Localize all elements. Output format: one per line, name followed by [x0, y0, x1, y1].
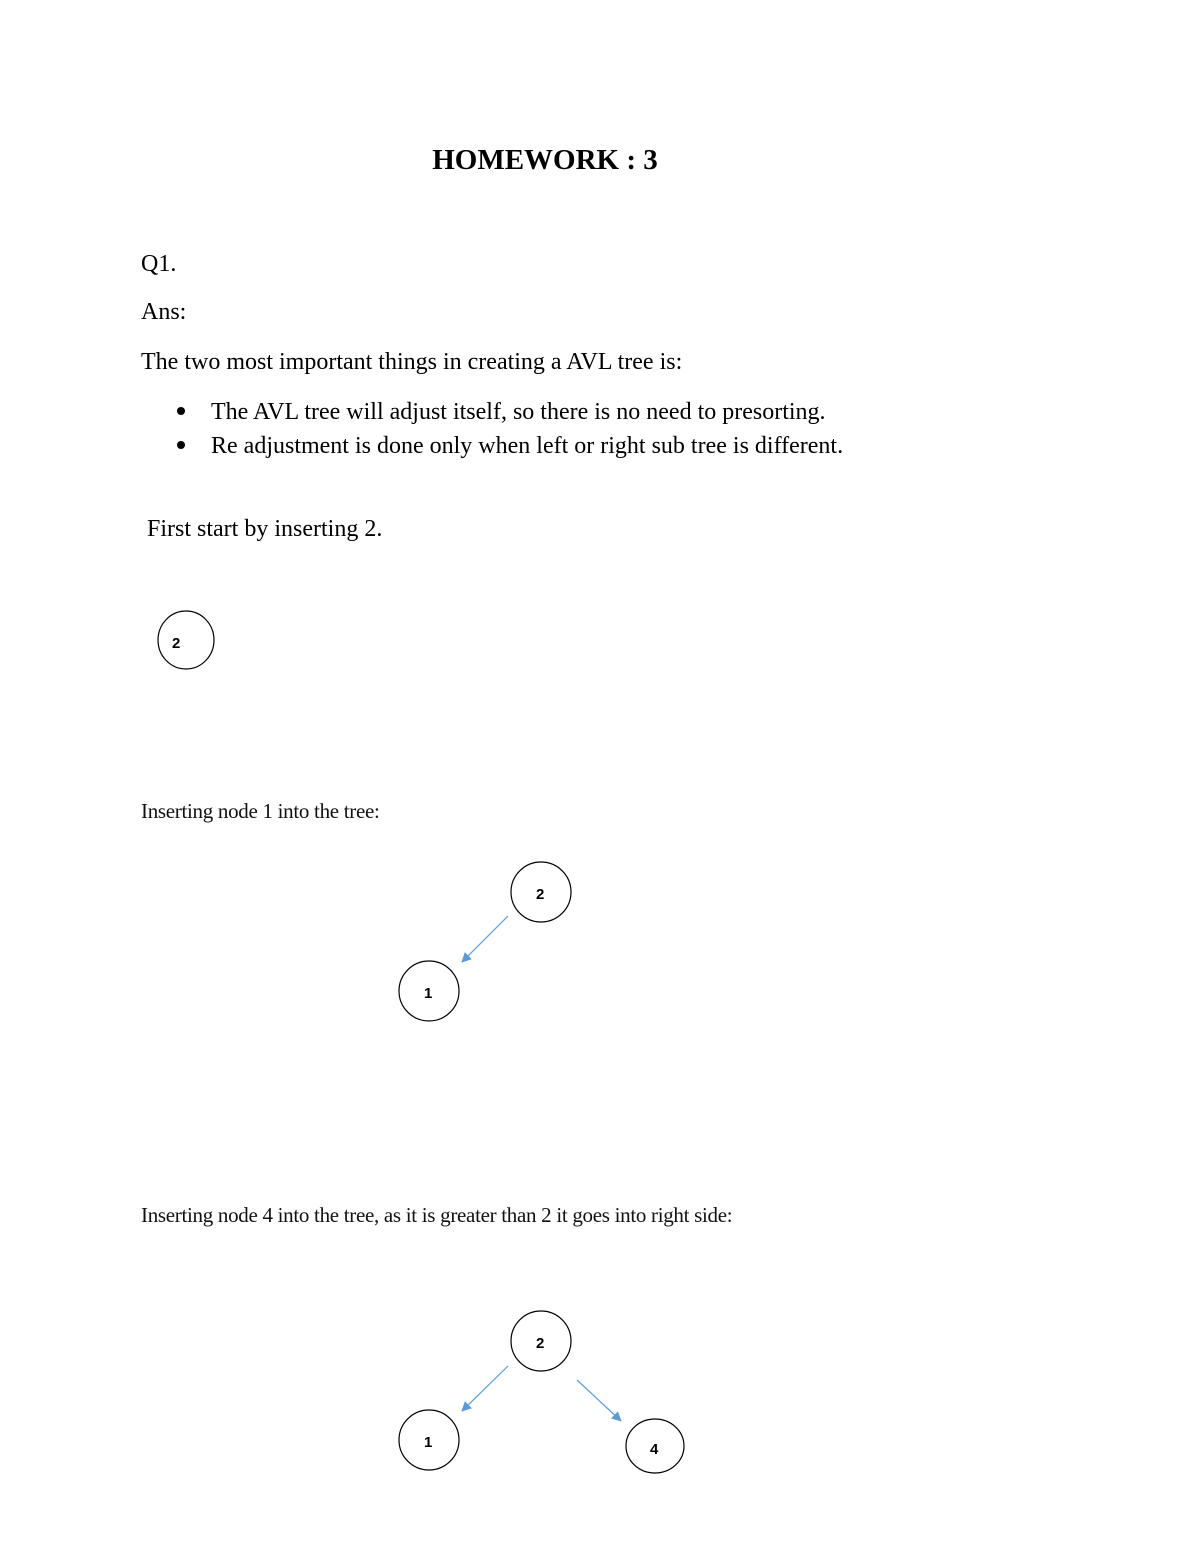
answer-label: Ans:	[141, 299, 187, 325]
tree-node	[399, 1410, 459, 1470]
tree-diagram-step2	[399, 862, 571, 1021]
node-label: 1	[424, 1434, 433, 1451]
intro-paragraph: The two most important things in creating a AVL tree is:	[141, 349, 683, 375]
node-label: 2	[172, 635, 181, 652]
node-label: 1	[424, 985, 433, 1002]
bullet-item: Re adjustment is done only when left or right sub tree is different.	[211, 433, 844, 459]
tree-diagram-step3	[399, 1311, 684, 1473]
step1-text: First start by inserting 2.	[147, 516, 383, 542]
page-title: HOMEWORK : 3	[432, 144, 658, 176]
bullet-item: The AVL tree will adjust itself, so there is no need to presorting.	[211, 399, 826, 425]
node-circle	[158, 611, 214, 669]
tree-node	[399, 961, 459, 1021]
step3-caption: Inserting node 4 into the tree, as it is greater than 2 it goes into right side:	[141, 1203, 733, 1227]
tree-node	[158, 611, 214, 669]
tree-edge-2-4	[577, 1380, 621, 1421]
step2-caption: Inserting node 1 into the tree:	[141, 799, 380, 823]
tree-node	[626, 1419, 684, 1473]
node-label: 2	[536, 1335, 545, 1352]
node-label: 4	[650, 1441, 659, 1458]
tree-node	[511, 1311, 571, 1371]
tree-node	[511, 862, 571, 922]
node-label: 2	[536, 886, 545, 903]
question-label: Q1.	[141, 251, 177, 277]
tree-diagram-step1	[158, 611, 214, 669]
tree-edge-2-1	[462, 1366, 508, 1411]
tree-edge-2-1	[462, 916, 508, 962]
